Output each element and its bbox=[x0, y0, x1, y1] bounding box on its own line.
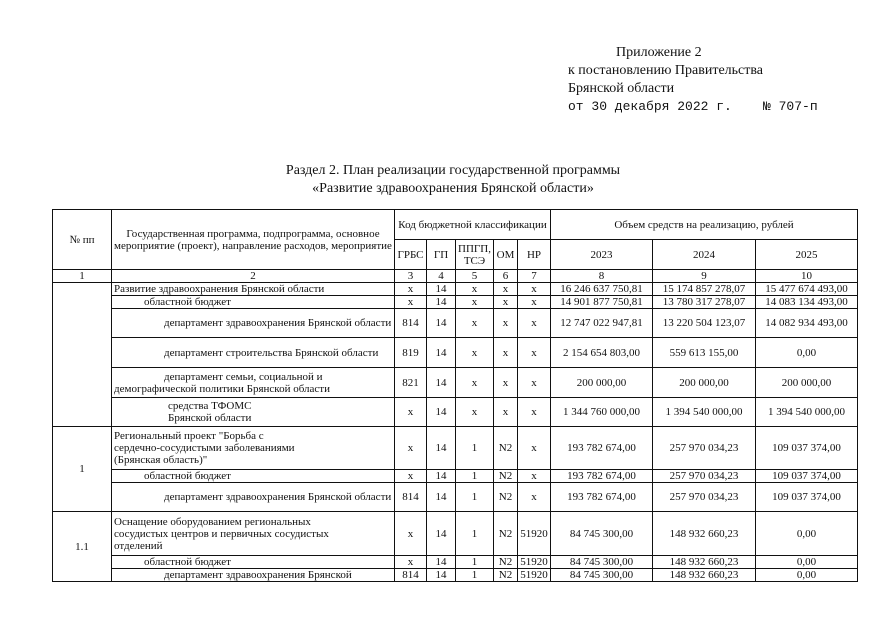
cell-2025: 0,00 bbox=[756, 338, 858, 368]
cell-2025: 200 000,00 bbox=[756, 368, 858, 398]
table-row bbox=[53, 309, 858, 338]
cell-nr: x bbox=[518, 296, 551, 309]
section-title bbox=[0, 162, 896, 198]
cell-gp: 14 bbox=[427, 338, 456, 368]
section-title-line-2: «Развитие здравоохранения Брянской области» bbox=[312, 181, 594, 196]
header-budget-code: Код бюджетной классификации bbox=[395, 210, 551, 240]
cell-grbs: x bbox=[395, 512, 427, 556]
cell-ppgp: x bbox=[456, 296, 494, 309]
cell-2025: 14 083 134 493,00 bbox=[756, 296, 858, 309]
table-row bbox=[53, 569, 858, 582]
cell-gp: 14 bbox=[427, 309, 456, 338]
cell-om: N2 bbox=[494, 470, 518, 483]
cell-gp: 14 bbox=[427, 283, 456, 296]
cell-name: департамент строительства Брянской области bbox=[112, 338, 395, 368]
cell-2023: 84 745 300,00 bbox=[551, 556, 653, 569]
cell-2024: 257 970 034,23 bbox=[653, 427, 756, 470]
cell-om: x bbox=[494, 398, 518, 427]
cell-2023: 1 344 760 000,00 bbox=[551, 398, 653, 427]
cell-2025: 0,00 bbox=[756, 512, 858, 556]
cell-num bbox=[53, 283, 112, 427]
cell-name: Региональный проект "Борьба с сердечно-сосудистыми заболеваниями (Брянская область)" bbox=[112, 427, 395, 470]
cell-om: x bbox=[494, 296, 518, 309]
cell-nr: x bbox=[518, 283, 551, 296]
cell-grbs: 819 bbox=[395, 338, 427, 368]
cell-name: департамент здравоохранения Брянской bbox=[112, 569, 395, 582]
cell-nr: x bbox=[518, 338, 551, 368]
cell-om: x bbox=[494, 368, 518, 398]
cell-grbs: x bbox=[395, 427, 427, 470]
header-om: ОМ bbox=[494, 240, 518, 270]
header-ppgp: ППГП, ТСЭ bbox=[456, 240, 494, 270]
cell-om: N2 bbox=[494, 483, 518, 512]
colnum: 4 bbox=[427, 270, 456, 283]
cell-2024: 148 932 660,23 bbox=[653, 512, 756, 556]
cell-ppgp: x bbox=[456, 398, 494, 427]
cell-ppgp: 1 bbox=[456, 470, 494, 483]
cell-ppgp: x bbox=[456, 338, 494, 368]
cell-om: N2 bbox=[494, 556, 518, 569]
cell-om: N2 bbox=[494, 569, 518, 582]
table-row bbox=[53, 556, 858, 569]
table-row bbox=[53, 368, 858, 398]
cell-2023: 16 246 637 750,81 bbox=[551, 283, 653, 296]
appendix-block bbox=[568, 44, 818, 116]
cell-2025: 14 082 934 493,00 bbox=[756, 309, 858, 338]
colnum: 3 bbox=[395, 270, 427, 283]
cell-gp: 14 bbox=[427, 556, 456, 569]
cell-om: x bbox=[494, 338, 518, 368]
appendix-date-line: от 30 декабря 2022 г. № 707-п bbox=[568, 99, 818, 114]
cell-2025: 0,00 bbox=[756, 556, 858, 569]
table-row bbox=[53, 427, 858, 470]
cell-nr: x bbox=[518, 483, 551, 512]
cell-om: x bbox=[494, 309, 518, 338]
header-2024: 2024 bbox=[653, 240, 756, 270]
cell-ppgp: x bbox=[456, 283, 494, 296]
cell-name: областной бюджет bbox=[112, 556, 395, 569]
cell-name: Развитие здравоохранения Брянской области bbox=[112, 283, 395, 296]
cell-nr: 51920 bbox=[518, 556, 551, 569]
colnum: 6 bbox=[494, 270, 518, 283]
cell-om: N2 bbox=[494, 512, 518, 556]
cell-gp: 14 bbox=[427, 483, 456, 512]
header-gp: ГП bbox=[427, 240, 456, 270]
cell-ppgp: x bbox=[456, 368, 494, 398]
table-row bbox=[53, 483, 858, 512]
colnum: 8 bbox=[551, 270, 653, 283]
cell-grbs: x bbox=[395, 398, 427, 427]
cell-2023: 12 747 022 947,81 bbox=[551, 309, 653, 338]
header-2025: 2025 bbox=[756, 240, 858, 270]
cell-2024: 15 174 857 278,07 bbox=[653, 283, 756, 296]
cell-name: департамент семьи, социальной и демографической политики Брянской области bbox=[112, 368, 395, 398]
cell-nr: x bbox=[518, 470, 551, 483]
cell-2023: 84 745 300,00 bbox=[551, 569, 653, 582]
cell-name: департамент здравоохранения Брянской области bbox=[112, 483, 395, 512]
cell-nr: x bbox=[518, 398, 551, 427]
cell-2023: 14 901 877 750,81 bbox=[551, 296, 653, 309]
table-row bbox=[53, 338, 858, 368]
cell-2025: 109 037 374,00 bbox=[756, 427, 858, 470]
section-title-line-1: Раздел 2. План реализации государственной программы bbox=[285, 163, 621, 178]
colnum: 10 bbox=[756, 270, 858, 283]
table-row bbox=[53, 470, 858, 483]
appendix-line-3: Брянской области bbox=[568, 81, 675, 96]
colnum: 7 bbox=[518, 270, 551, 283]
cell-grbs: x bbox=[395, 296, 427, 309]
cell-ppgp: 1 bbox=[456, 569, 494, 582]
header-volume: Объем средств на реализацию, рублей bbox=[551, 210, 858, 240]
cell-2024: 257 970 034,23 bbox=[653, 483, 756, 512]
cell-grbs: x bbox=[395, 470, 427, 483]
cell-2023: 200 000,00 bbox=[551, 368, 653, 398]
table-row bbox=[53, 398, 858, 427]
cell-2023: 193 782 674,00 bbox=[551, 483, 653, 512]
cell-2024: 148 932 660,23 bbox=[653, 556, 756, 569]
cell-num: 1 bbox=[53, 427, 112, 512]
cell-grbs: 821 bbox=[395, 368, 427, 398]
cell-2023: 193 782 674,00 bbox=[551, 427, 653, 470]
colnum: 9 bbox=[653, 270, 756, 283]
cell-2023: 2 154 654 803,00 bbox=[551, 338, 653, 368]
cell-2024: 148 932 660,23 bbox=[653, 569, 756, 582]
column-numbers-row bbox=[53, 270, 858, 283]
cell-grbs: x bbox=[395, 283, 427, 296]
header-grbs: ГРБС bbox=[395, 240, 427, 270]
cell-ppgp: 1 bbox=[456, 483, 494, 512]
cell-2024: 13 780 317 278,07 bbox=[653, 296, 756, 309]
header-2023: 2023 bbox=[551, 240, 653, 270]
cell-2023: 84 745 300,00 bbox=[551, 512, 653, 556]
cell-name: средства ТФОМС Брянской области bbox=[112, 398, 395, 427]
cell-2024: 559 613 155,00 bbox=[653, 338, 756, 368]
cell-2024: 1 394 540 000,00 bbox=[653, 398, 756, 427]
cell-grbs: 814 bbox=[395, 483, 427, 512]
cell-gp: 14 bbox=[427, 470, 456, 483]
colnum: 1 bbox=[53, 270, 112, 283]
cell-2025: 109 037 374,00 bbox=[756, 470, 858, 483]
cell-2023: 193 782 674,00 bbox=[551, 470, 653, 483]
cell-grbs: x bbox=[395, 556, 427, 569]
cell-gp: 14 bbox=[427, 427, 456, 470]
colnum: 5 bbox=[456, 270, 494, 283]
cell-2025: 109 037 374,00 bbox=[756, 483, 858, 512]
cell-name: областной бюджет bbox=[112, 470, 395, 483]
cell-name: Оснащение оборудованием региональных сосудистых центров и первичных сосудистых отделений bbox=[112, 512, 395, 556]
header-program: Государственная программа, подпрограмма, основное мероприятие (проект), направление расходов, мероприятие bbox=[112, 210, 395, 270]
cell-ppgp: 1 bbox=[456, 556, 494, 569]
cell-2025: 1 394 540 000,00 bbox=[756, 398, 858, 427]
cell-nr: x bbox=[518, 427, 551, 470]
cell-om: x bbox=[494, 283, 518, 296]
table-row bbox=[53, 296, 858, 309]
cell-2025: 15 477 674 493,00 bbox=[756, 283, 858, 296]
cell-om: N2 bbox=[494, 427, 518, 470]
cell-2024: 257 970 034,23 bbox=[653, 470, 756, 483]
cell-grbs: 814 bbox=[395, 309, 427, 338]
cell-2024: 13 220 504 123,07 bbox=[653, 309, 756, 338]
cell-gp: 14 bbox=[427, 569, 456, 582]
cell-gp: 14 bbox=[427, 512, 456, 556]
cell-grbs: 814 bbox=[395, 569, 427, 582]
cell-2024: 200 000,00 bbox=[653, 368, 756, 398]
cell-2025: 0,00 bbox=[756, 569, 858, 582]
header-nr: НР bbox=[518, 240, 551, 270]
appendix-title: Приложение 2 bbox=[616, 45, 702, 60]
table-row bbox=[53, 512, 858, 556]
cell-ppgp: 1 bbox=[456, 427, 494, 470]
cell-name: областной бюджет bbox=[112, 296, 395, 309]
cell-gp: 14 bbox=[427, 368, 456, 398]
cell-nr: x bbox=[518, 309, 551, 338]
cell-ppgp: 1 bbox=[456, 512, 494, 556]
plan-table bbox=[52, 209, 858, 582]
cell-ppgp: x bbox=[456, 309, 494, 338]
appendix-line-2: к постановлению Правительства bbox=[568, 63, 764, 78]
table-row bbox=[53, 283, 858, 296]
cell-gp: 14 bbox=[427, 398, 456, 427]
cell-gp: 14 bbox=[427, 296, 456, 309]
cell-nr: 51920 bbox=[518, 569, 551, 582]
cell-nr: x bbox=[518, 368, 551, 398]
header-num: № пп bbox=[53, 210, 112, 270]
cell-name: департамент здравоохранения Брянской области bbox=[112, 309, 395, 338]
colnum: 2 bbox=[112, 270, 395, 283]
cell-num: 1.1 bbox=[53, 512, 112, 582]
cell-nr: 51920 bbox=[518, 512, 551, 556]
